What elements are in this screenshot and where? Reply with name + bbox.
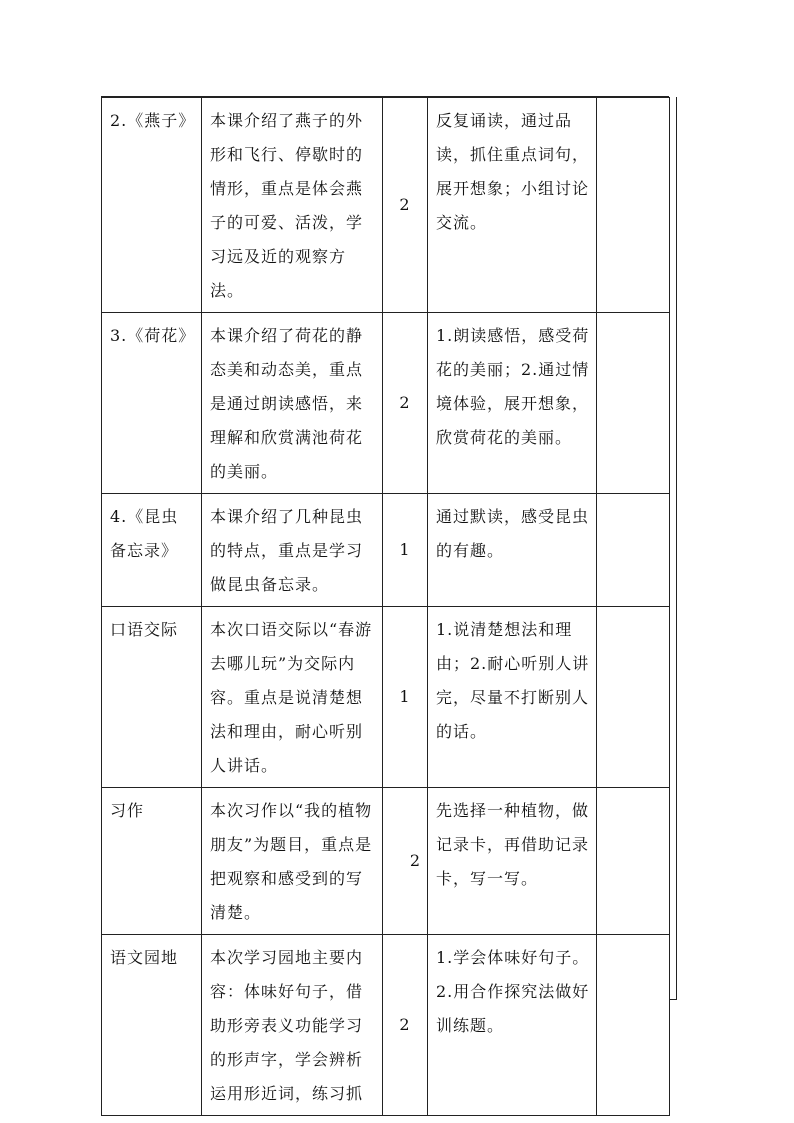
method-cell: 反复诵读，通过品读，抓住重点词句，展开想象；小组讨论交流。 (428, 98, 597, 313)
notes-cell (597, 935, 670, 1116)
table-row (102, 607, 670, 788)
notes-cell (597, 788, 670, 935)
summary-cell: 本次习作以“我的植物朋友”为题目，重点是把观察和感受到的写清楚。 (202, 788, 383, 935)
table-row (102, 935, 670, 1116)
hours-cell: 2 (383, 313, 428, 494)
method-cell: 1.朗读感悟，感受荷花的美丽；2.通过情境体验，展开想象，欣赏荷花的美丽。 (428, 313, 597, 494)
table-row (102, 313, 670, 494)
hours-cell: 2 (383, 98, 428, 313)
notes-cell (597, 607, 670, 788)
table-bottom-border-extension (669, 999, 677, 1000)
lesson-cell: 语文园地 (102, 935, 202, 1116)
summary-cell: 本次口语交际以“春游去哪儿玩”为交际内容。重点是说清楚想法和理由，耐心听别人讲话。 (202, 607, 383, 788)
lesson-cell: 3.《荷花》 (102, 313, 202, 494)
table-right-border (676, 97, 677, 1000)
method-cell: 先选择一种植物，做记录卡，再借助记录卡，写一写。 (428, 788, 597, 935)
hours-cell: 2 (383, 788, 428, 935)
lesson-cell: 2.《燕子》 (102, 98, 202, 313)
method-cell: 1.学会体味好句子。2.用合作探究法做好训练题。 (428, 935, 597, 1116)
method-cell: 1.说清楚想法和理由；2.耐心听别人讲完，尽量不打断别人的话。 (428, 607, 597, 788)
table-row (102, 788, 670, 935)
notes-cell (597, 98, 670, 313)
summary-cell: 本课介绍了荷花的静态美和动态美，重点是通过朗读感悟，来理解和欣赏满池荷花的美丽。 (202, 313, 383, 494)
lesson-cell: 习作 (102, 788, 202, 935)
hours-cell: 1 (383, 607, 428, 788)
notes-cell (597, 313, 670, 494)
table-row (102, 98, 670, 313)
summary-cell: 本次学习园地主要内容：体味好句子，借助形旁表义功能学习的形声字，学会辨析运用形近词，练习抓 (202, 935, 383, 1116)
hours-cell: 1 (383, 494, 428, 607)
method-cell: 通过默读，感受昆虫的有趣。 (428, 494, 597, 607)
table-row (102, 494, 670, 607)
lesson-cell: 4.《昆虫备忘录》 (102, 494, 202, 607)
notes-cell (597, 494, 670, 607)
summary-cell: 本课介绍了燕子的外形和飞行、停歇时的情形，重点是体会燕子的可爱、活泼，学习远及近的观察方法。 (202, 98, 383, 313)
lesson-cell: 口语交际 (102, 607, 202, 788)
hours-cell: 2 (383, 935, 428, 1116)
summary-cell: 本课介绍了几种昆虫的特点，重点是学习做昆虫备忘录。 (202, 494, 383, 607)
lesson-plan-table (101, 97, 670, 1116)
